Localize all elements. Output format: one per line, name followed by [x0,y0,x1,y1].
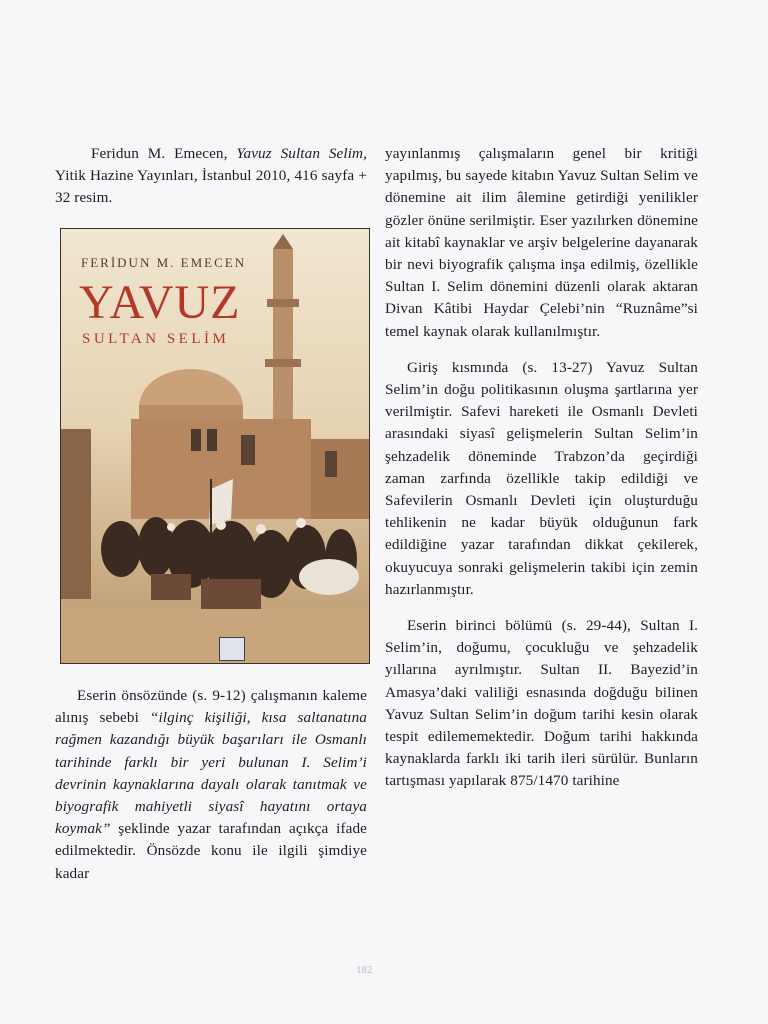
book-cover-image [60,228,370,664]
cover-author: FERİDUN M. EMECEN [81,255,247,270]
citation-paragraph [55,143,367,210]
preface-paragraph [55,685,367,885]
preface-end: şeklinde yazar tarafından açıkça ifade edilmektedir. Önsözde konu ile ilgili şimdiye kadar [55,820,367,882]
citation-block [55,143,367,210]
paragraph-introduction: Giriş kısmında (s. 13-27) Yavuz Sultan Selim’in doğu politikasının oluşma şartlarına yer verilmiştir. Safevi hareketi ile Osmanlı Devleti arasındaki siyasî gelişmelerin Sultan Selim’in şehzadelik döneminde Trabzon’da geçirdiği zaman zarfında özellikle takip edildiği ve Safevilerin Osmanlı Devleti için oluşturduğu tehlikenin ne kadar büyük olduğunun fark edildiğine yazar tarafından dikkat çekilerek, okuyucuya sonraki gelişmelerin takibi için zemin hazırlanmıştır. [385,358,698,598]
preface-intro: Eserin önsözünde (s. 9-12) çalışmanın kaleme alınış sebebi [55,687,367,727]
citation-author: Feridun M. Emecen, [91,145,237,162]
citation-title: Yavuz Sultan Selim, [236,145,367,162]
cover-title: YAVUZ [79,276,241,329]
cover-subtitle: SULTAN SELİM [82,331,230,347]
page-number: 182 [356,964,373,976]
left-column-text [55,685,367,885]
preface-quote: “ilginç kişiliği, kısa saltanatına rağmen kazandığı büyük başarıları ile Osmanlı tarihinde farklı bir yeri bulunan I. Selim’i devrinin kaynaklarına dayalı olarak tanıtmak ve biyografik mahiyetli siyasî hayatını ortaya koymak” [55,709,367,838]
right-column-text [385,143,698,793]
paragraph-first-chapter: Eserin birinci bölümü (s. 29-44), Sultan I. Selim’in, doğumu, çocukluğu ve şehzadelik yıllarına ayrılmıştır. Sultan II. Bayezid’in Amasya’daki valiliği esnasında doğduğu bilinen Yavuz Sultan Selim’in doğum tarihi kesin olarak tespit edilememektedir. Doğum tarihi hakkında kaynaklarda farklı iki tarih ileri sürülür. Bunların tartışması yapılarak 875/1470 tarihine [385,617,698,790]
paragraph-critique: yayınlanmış çalışmaların genel bir kritiği yapılmış, bu sayede kitabın Yavuz Sultan Selim ve dönemine ait ilim âlemine getirdiği yenilikler gözler önüne serilmiştir. Eser yazılırken dönemine ait kitabî kaynaklar ve arşiv belgelerine dayanarak bir nevi biyografik çalışma inşa edilmiş, özellikle Sultan I. Selim dönemini düzenli olarak aktaran Divan Kâtibi Haydar Çelebi’nin “Ruznâme”si temel kaynak olarak kullanılmıştır. [385,145,698,340]
publisher-logo-icon [219,637,245,661]
citation-publisher: Yitik Hazine Yayınları, İstanbul 2010, 416 sayfa + 32 resim. [55,167,367,207]
